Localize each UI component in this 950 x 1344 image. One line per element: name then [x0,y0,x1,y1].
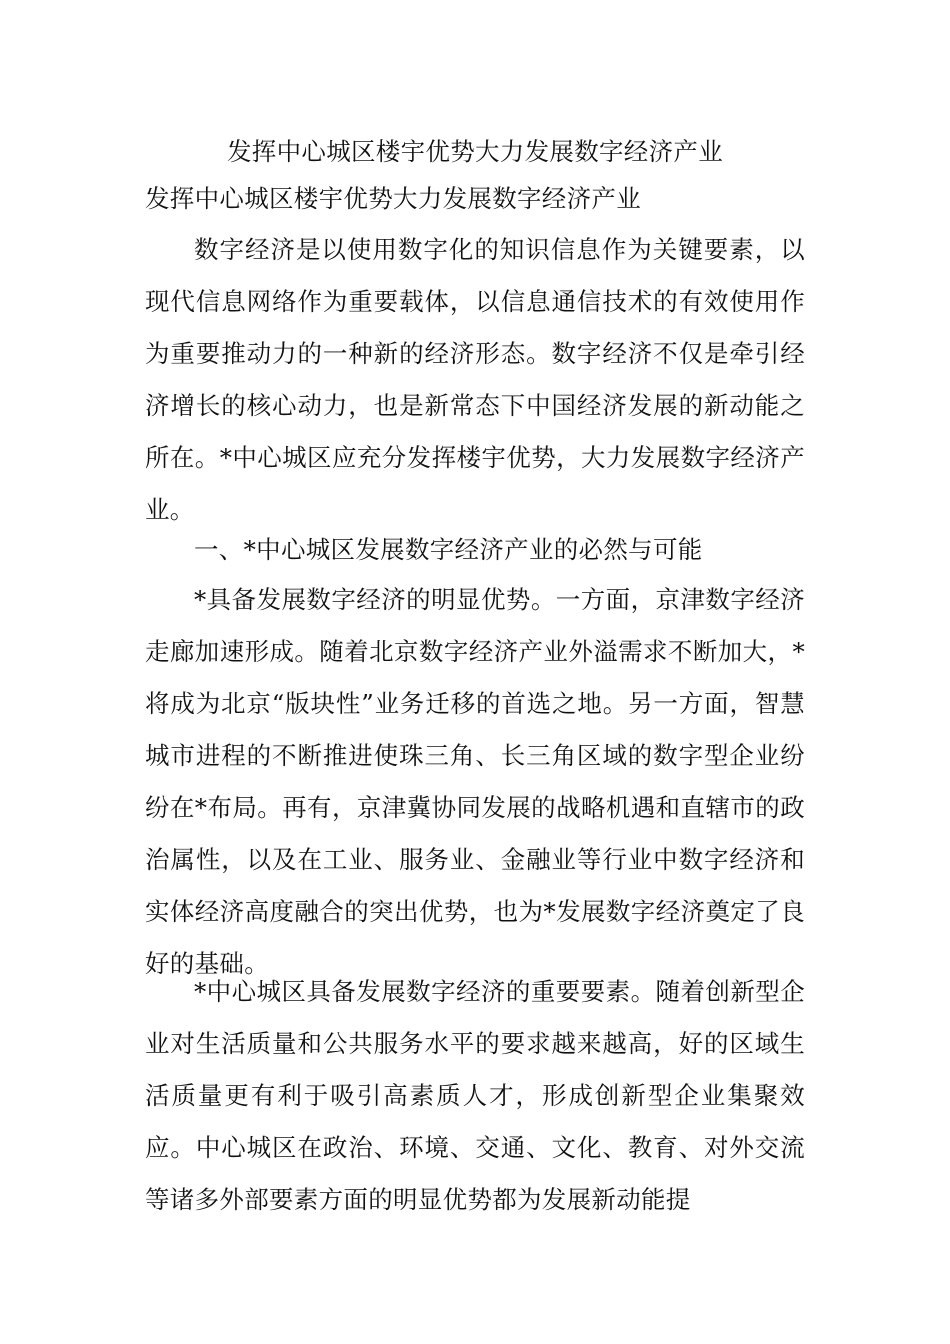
paragraph-advantage: *具备发展数字经济的明显优势。一方面，京津数字经济走廊加速形成。随着北京数字经济产业外溢需求不断加大，*将成为北京“版块性”业务迁移的首选之地。另一方面，智慧城市进程的不断推进使珠三角、长三角区域的数字型企业纷纷在*布局。再有，京津冀协同发展的战略机遇和直辖市的政治属性，以及在工业、服务业、金融业等行业中数字经济和实体经济高度融合的突出优势，也为*发展数字经济奠定了良好的基础。 [145,585,805,978]
section-heading-1: 一、*中心城区发展数字经济产业的必然与可能 [194,535,703,564]
document-title: 发挥中心城区楼宇优势大力发展数字经济产业 [227,137,723,166]
paragraph-elements: *中心城区具备发展数字经济的重要要素。随着创新型企业对生活质量和公共服务水平的要求越来越高，好的区域生活质量更有利于吸引高素质人才，形成创新型企业集聚效应。中心城区在政治、环境、交通、文化、教育、对外交流等诸多外部要素方面的明显优势都为发展新动能提 [145,977,805,1214]
paragraph-intro: 数字经济是以使用数字化的知识信息作为关键要素，以现代信息网络作为重要载体，以信息通信技术的有效使用作为重要推动力的一种新的经济形态。数字经济不仅是牵引经济增长的核心动力，也是新常态下中国经济发展的新动能之所在。*中心城区应充分发挥楼宇优势，大力发展数字经济产业。 [145,235,805,524]
document-subtitle: 发挥中心城区楼宇优势大力发展数字经济产业 [145,184,641,213]
